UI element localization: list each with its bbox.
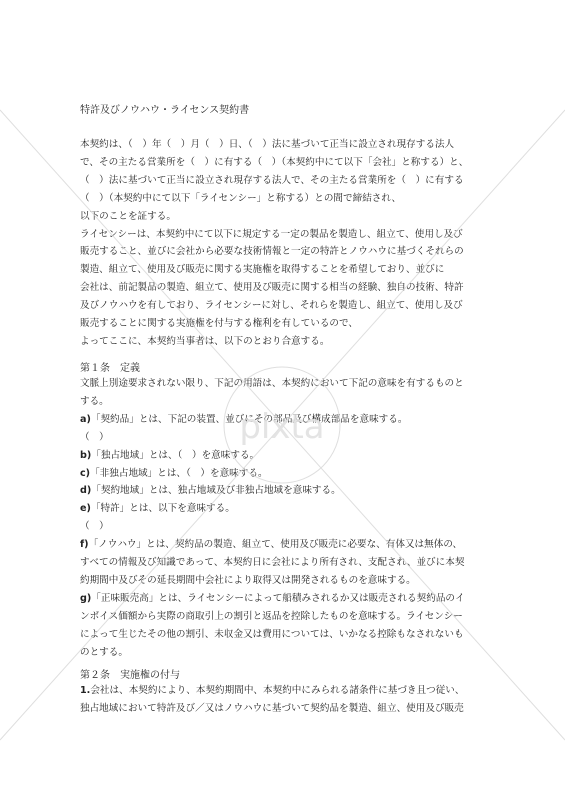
preamble-line: 製造、組立て、使用及び販売に関する実施権を取得することを希望しており、並びに xyxy=(80,264,445,276)
definition-line xyxy=(80,608,500,626)
line-text: 独占地域において特許及び／又はノウハウに基づいて契約品を製造、組立、使用及び販売 xyxy=(80,702,464,714)
line-text: する。 xyxy=(80,395,109,407)
preamble-line: で、その主たる営業所を（ ）に有する（ ）（本契約中にて以下「会社」と称する）と、 xyxy=(80,156,469,168)
definition-line xyxy=(80,429,500,447)
line-text: （ ） xyxy=(80,431,109,443)
item-marker: d) xyxy=(80,485,92,497)
preamble-line: （ ）（本契約中にて以下「ライセンシー」と称する）との間で締結され、 xyxy=(80,192,402,204)
preamble xyxy=(80,136,500,351)
line-text: のとする。 xyxy=(80,646,128,658)
article-2-body xyxy=(80,682,500,718)
definition-line xyxy=(80,518,500,536)
definition-line xyxy=(80,626,500,644)
line-text: 「非独占地域」とは、（ ）を意味する。 xyxy=(90,467,268,479)
definition-line xyxy=(80,393,500,411)
document-title: 特許及びノウハウ・ライセンス契約書 xyxy=(80,105,250,116)
line-text: （ ） xyxy=(80,521,109,533)
preamble-line: 以下のことを証する。 xyxy=(80,210,176,222)
item-marker: g) xyxy=(80,592,92,604)
definition-line xyxy=(80,447,500,465)
definition-line xyxy=(80,554,500,572)
preamble-line: 本契約は、（ ）年（ ）月（ ）日、（ ）法に基づいて正当に設立され現存する法人 xyxy=(80,139,455,150)
line-text: 「特許」とは、以下を意味する。 xyxy=(90,503,235,515)
item-marker: c) xyxy=(80,467,91,479)
preamble-line: ライセンシーは、本契約中にて以下に規定する一定の製品を製造し、組立て、使用し及び xyxy=(80,228,463,240)
item-marker: b) xyxy=(80,449,92,461)
item-marker: f) xyxy=(80,539,89,551)
line-text: 「契約地域」とは、独占地域及び非独占地域を意味する。 xyxy=(91,485,341,497)
preamble-line: （ ）法に基づいて正当に設立され現存する法人で、その主たる営業所を（ ）に有する xyxy=(80,174,464,186)
article-2-heading: 第２条 実施権の付与 xyxy=(80,670,180,681)
preamble-line: 会社は、前記製品の製造、組立て、使用及び販売に関する相当の経験、独自の技術、特許 xyxy=(80,282,464,294)
item-marker: e) xyxy=(80,503,91,515)
watermark-text: pixta xyxy=(239,407,325,447)
line-text: 会社は、本契約により、本契約期間中、本契約中にみられる諸条件に基づき且つ従い、 xyxy=(90,685,465,696)
definition-line xyxy=(80,482,500,500)
definition-line xyxy=(80,590,500,608)
clause-line xyxy=(80,700,500,718)
preamble-line: 及びノウハウを有しており、ライセンシーに対し、それらを製造し、組立て、使用し及び xyxy=(80,300,463,312)
line-text: 「独占地域」とは、（ ）を意味する。 xyxy=(91,449,260,461)
line-text: ンボイス価額から実際の商取引上の割引と返品を控除したものを意味する。ライセンシー xyxy=(80,610,463,622)
definition-line xyxy=(80,375,500,393)
line-text: によって生じたその他の割引、未収金又は費用については、いかなる控除もなされないも xyxy=(80,628,464,640)
article-1-heading: 第１条 定義 xyxy=(80,363,140,374)
item-marker: 1. xyxy=(80,685,91,696)
line-text: 「契約品」とは、下記の装置、並びにその部品及び構成部品を意味する。 xyxy=(90,413,408,425)
definition-line xyxy=(80,411,500,429)
preamble-line: 販売することに関する実施権を付与する権利を有しているので、 xyxy=(80,318,359,330)
article-1-body xyxy=(80,375,500,662)
preamble-line: 販売すること、並びに会社から必要な技術情報と一定の特許とノウハウに基づくそれらの xyxy=(80,246,464,258)
definition-line xyxy=(80,500,500,518)
line-text: 文脈上別途要求されない限り、下記の用語は、本契約において下記の意味を有するものと xyxy=(80,378,464,389)
preamble-line: よってここに、本契約当事者は、以下のとおり合意する。 xyxy=(80,335,330,347)
line-text: 約期間中及びその延長期間中会社により取得又は開発されるものを意味する。 xyxy=(80,574,416,586)
line-text: 「ノウハウ」とは、契約品の製造、組立て、使用及び販売に必要な、有体又は無体の、 xyxy=(88,539,463,551)
clause-line xyxy=(80,682,500,700)
line-text: すべての情報及び知識であって、本契約日に会社により所有され、支配され、並びに本契 xyxy=(80,557,465,569)
definition-line xyxy=(80,536,500,554)
item-marker: a) xyxy=(80,413,91,425)
definition-line xyxy=(80,572,500,590)
definition-line xyxy=(80,644,500,662)
line-text: 「正味販売高」とは、ライセンシーによって船積みされるか又は販売される契約品のイ xyxy=(91,592,465,604)
definition-line xyxy=(80,465,500,483)
